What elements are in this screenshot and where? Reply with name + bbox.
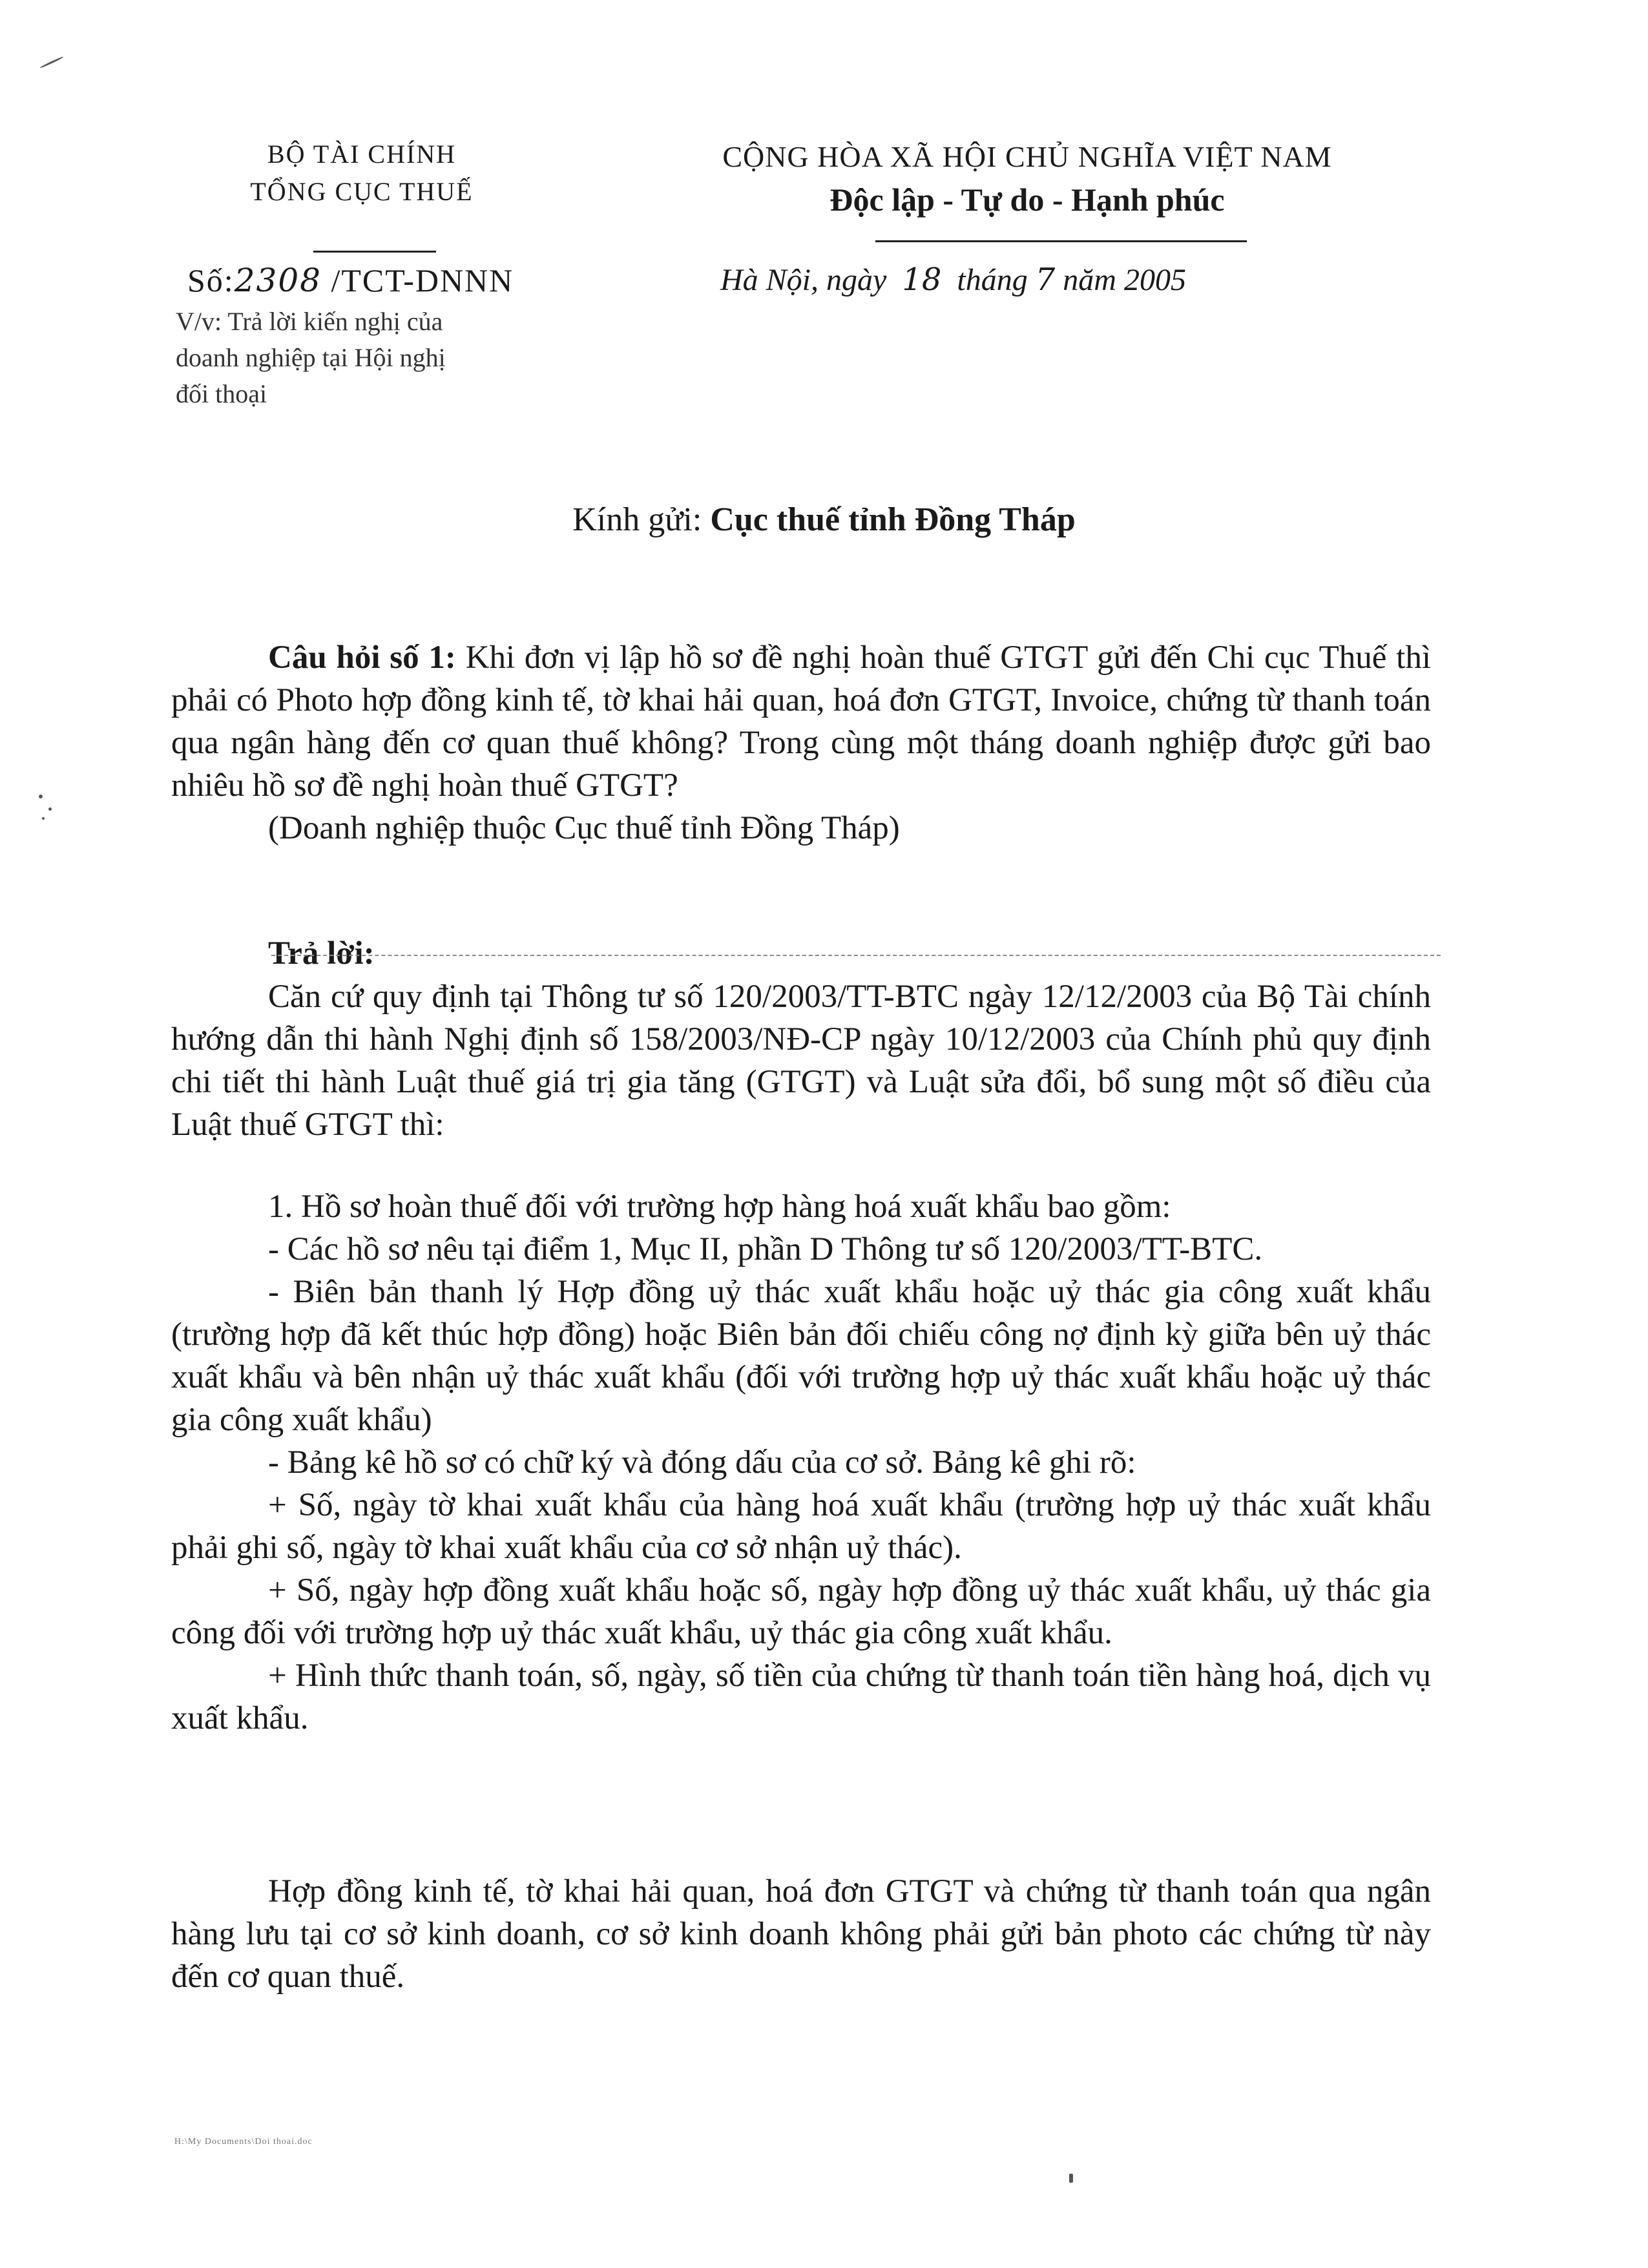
national-header (620, 136, 1434, 221)
answer-label (171, 932, 1431, 975)
doc-number-suffix: /TCT-DNNN (331, 262, 514, 298)
department-name: TỔNG CỤC THUẾ (250, 177, 474, 206)
date-month-label: tháng (957, 263, 1028, 297)
item-1-c1: + Số, ngày tờ khai xuất khẩu của hàng hoá xuất khẩu (trường hợp uỷ thác xuất khẩu phải ghi số, ngày tờ khai xuất khẩu của cơ sở nhận uỷ thác). (171, 1487, 1431, 1566)
recipient-line (0, 501, 1648, 539)
item-1: 1. Hồ sơ hoàn thuế đối với trường hợp hàng hoá xuất khẩu bao gồm: (268, 1189, 1171, 1225)
recipient-label: Kính gửi: (572, 501, 702, 538)
question-text: Khi đơn vị lập hồ sơ đề nghị hoàn thuế GTGT gửi đến Chi cục Thuế thì phải có Photo hợp đồng kinh tế, tờ khai hải quan, hoá đơn GTGT, Invoice, chứng từ thanh toán qua ngân hàng đến cơ quan thuế không? Trong cùng một tháng doanh nghiệp được gửi bao nhiêu hồ sơ đề nghị hoàn thuế GTGT? (171, 640, 1432, 804)
answer-intro-block (171, 975, 1431, 1146)
closing-paragraph: Hợp đồng kinh tế, tờ khai hải quan, hoá đơn GTGT và chứng từ thanh toán qua ngân hàng lưu tại cơ sở kinh doanh, cơ sở kinh doanh không phải gửi bản photo các chứng từ này đến cơ quan thuế. (171, 1873, 1431, 1995)
date-year: năm 2005 (1063, 263, 1186, 297)
scan-speck (39, 795, 43, 798)
file-path-footer: H:\My Documents\Doi thoai.doc (174, 2137, 313, 2147)
item-1-a: - Các hồ sơ nêu tại điểm 1, Mục II, phần D Thông tư số 120/2003/TT-BTC. (268, 1231, 1263, 1267)
date-day: 18 (902, 262, 942, 298)
question-paragraph (171, 636, 1431, 807)
date-place: Hà Nội, ngày (720, 263, 887, 297)
motto-underline (875, 240, 1247, 242)
item-1-c2: + Số, ngày hợp đồng xuất khẩu hoặc số, ngày hợp đồng uỷ thác xuất khẩu, uỷ thác gia công đối với trường hợp uỷ thác xuất khẩu, uỷ thác gia công xuất khẩu. (171, 1572, 1431, 1651)
item-1-c: - Bảng kê hồ sơ có chữ ký và đóng dấu của cơ sở. Bảng kê ghi rõ: (268, 1444, 1136, 1481)
issuer-block (162, 136, 562, 211)
issuer-underline (313, 251, 436, 253)
dateline (720, 262, 1186, 298)
subject-block (176, 304, 589, 412)
recipient-name: Cục thuế tỉnh Đồng Tháp (710, 501, 1076, 538)
scan-speck (42, 817, 45, 820)
doc-number-prefix: Số: (187, 262, 235, 298)
question-block (171, 636, 1431, 849)
item-1-c3: + Hình thức thanh toán, số, ngày, số tiền của chứng từ thanh toán tiền hàng hoá, dịch vụ xuất khẩu. (171, 1658, 1431, 1736)
ministry-name: BỘ TÀI CHÍNH (267, 140, 457, 169)
subject-line-3: đối thoại (176, 379, 267, 408)
subject-line-1: V/v: Trả lời kiến nghị của (176, 307, 443, 336)
document-number (187, 262, 514, 299)
closing-block (171, 1870, 1431, 1998)
answer-label-text: Trả lời: (268, 935, 375, 972)
doc-number-handwritten: 2308 (234, 262, 322, 299)
date-month: 7 (1035, 262, 1056, 298)
question-label: Câu hỏi số 1: (268, 640, 456, 676)
answer-heading-block (171, 932, 1431, 975)
item-1-b: - Biên bản thanh lý Hợp đồng uỷ thác xuất khẩu hoặc uỷ thác gia công xuất khẩu (trường hợp đã kết thúc hợp đồng) hoặc Biên bản đối chiếu công nợ định kỳ giữa bên uỷ thác xuất khẩu và bên nhận uỷ thác xuất khẩu (đối với trường hợp uỷ thác xuất khẩu hoặc uỷ thác gia công xuất khẩu) (171, 1274, 1431, 1438)
nation-title: CỘNG HÒA XÃ HỘI CHỦ NGHĨA VIỆT NAM (722, 140, 1332, 173)
scan-speck (39, 56, 64, 69)
subject-line-2: doanh nghiệp tại Hội nghị (176, 343, 446, 372)
answer-intro: Căn cứ quy định tại Thông tư số 120/2003/TT-BTC ngày 12/12/2003 của Bộ Tài chính hướng dẫn thi hành Nghị định số 158/2003/NĐ-CP ngày 10/12/2003 của Chính phủ quy định chi tiết thi hành Luật thuế giá trị gia tăng (GTGT) và Luật sửa đổi, bổ sung một số điều của Luật thuế GTGT thì: (171, 979, 1431, 1143)
national-motto: Độc lập - Tự do - Hạnh phúc (829, 182, 1225, 218)
question-source: (Doanh nghiệp thuộc Cục thuế tỉnh Đồng Tháp) (268, 810, 900, 846)
scan-speck (48, 807, 52, 811)
scan-line-artifact (271, 955, 1441, 956)
answer-items-block (171, 1185, 1431, 1740)
scan-speck (1069, 2174, 1073, 2183)
